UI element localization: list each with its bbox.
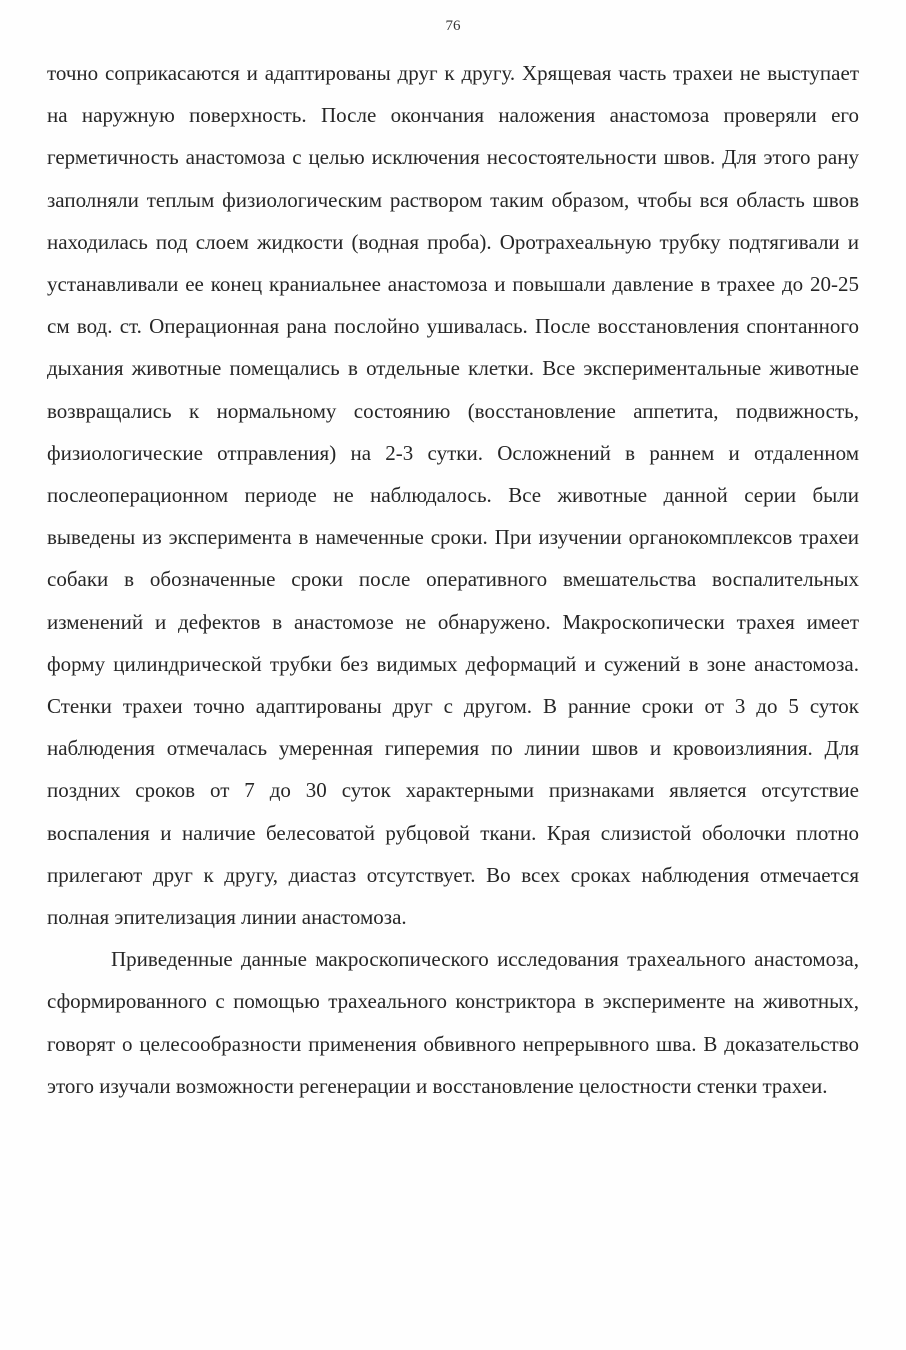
paragraph-2: Приведенные данные макроскопического исследования трахеального анастомоза, сформированного с помощью трахеального констриктора в эксперименте на животных, говорят о целесообразности применения обвивного непрерывного шва. В доказательство этого изучали возможности регенерации и восстановление целостности стенки трахеи. [47, 947, 859, 1098]
document-body [47, 52, 859, 1107]
paragraph-1: точно соприкасаются и адаптированы друг к другу. Хрящевая часть трахеи не выступает на наружную поверхность. После окончания наложения анастомоза проверяли его герметичность анастомоза с целью исключения несостоятельности швов. Для этого рану заполняли теплым физиологическим раствором таким образом, чтобы вся область швов находилась под слоем жидкости (водная проба). Оротрахеальную трубку подтягивали и устанавливали ее конец краниальнее анастомоза и повышали давление в трахее до 20-25 см вод. ст. Операционная рана послойно ушивалась. После восстановления спонтанного дыхания животные помещались в отдельные клетки. Все экспериментальные животные возвращались к нормальному состоянию (восстановление аппетита, подвижность, физиологические отправления) на 2-3 сутки. Осложнений в раннем и отдаленном послеоперационном периоде не наблюдалось. Все животные данной серии были выведены из эксперимента в намеченные сроки. При изучении органокомплексов трахеи собаки в обозначенные сроки после оперативного вмешательства воспалительных изменений и дефектов в анастомозе не обнаружено. Макроскопически трахея имеет форму цилиндрической трубки без видимых деформаций и сужений в зоне анастомоза. Стенки трахеи точно адаптированы друг с другом. В ранние сроки от 3 до 5 суток наблюдения отмечалась умеренная гиперемия по линии швов и кровоизлияния. Для поздних сроков от 7 до 30 суток характерными признаками является отсутствие воспаления и наличие белесоватой рубцовой ткани. Края слизистой оболочки плотно прилегают друг к другу, диастаз отсутствует. Во всех сроках наблюдения отмечается полная эпителизация линии анастомоза. [47, 61, 859, 930]
page-number: 76 [445, 18, 461, 34]
